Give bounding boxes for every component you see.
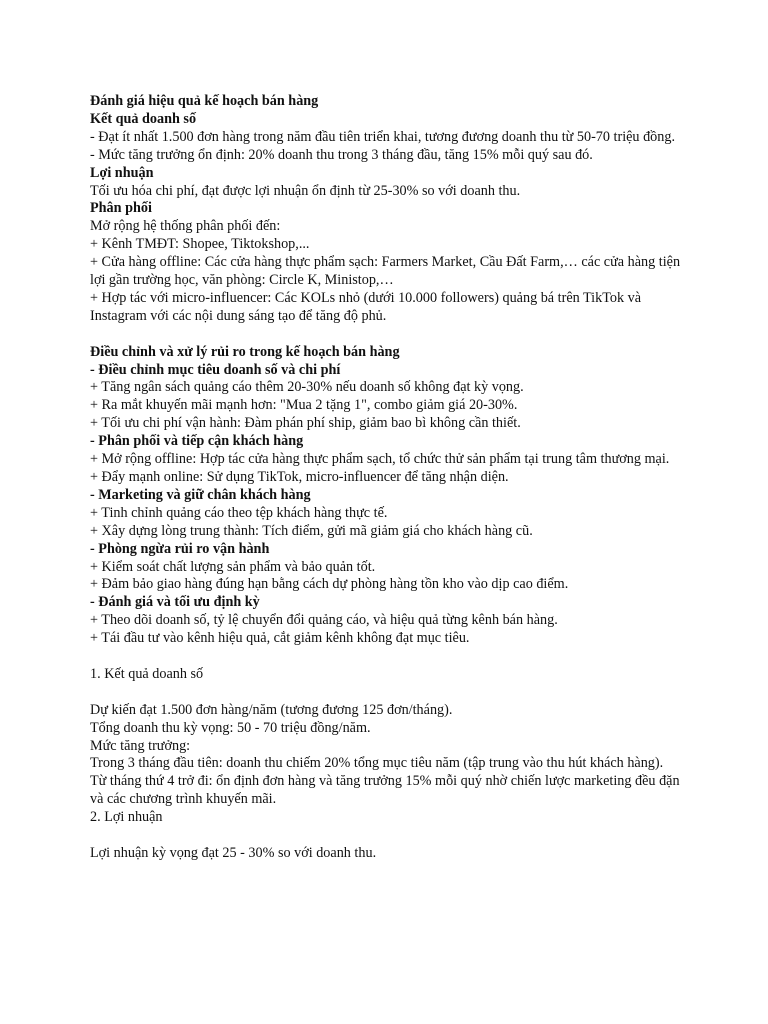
risk-item: + Mở rộng offline: Hợp tác cửa hàng thực phẩm sạch, tổ chức thử sản phẩm tại trung tâm thương mại. <box>90 451 670 468</box>
distribution-intro: Mở rộng hệ thống phân phối đến: <box>90 218 281 235</box>
detail-section-1-title: 1. Kết quả doanh số <box>90 665 204 682</box>
risk-item: + Đẩy mạnh online: Sử dụng TikTok, micro-influencer để tăng nhận diện. <box>90 469 509 486</box>
blank-line <box>90 827 690 845</box>
detail-paragraph: Dự kiến đạt 1.500 đơn hàng/năm (tương đương 125 đơn/tháng). <box>90 701 453 718</box>
detail-paragraph: Mức tăng trưởng: <box>90 737 191 754</box>
risk-section-heading: - Điều chỉnh mục tiêu doanh số và chi phí <box>90 361 341 378</box>
detail-paragraph: Lợi nhuận kỳ vọng đạt 25 - 30% so với doanh thu. <box>90 845 377 861</box>
risk-item: + Xây dựng lòng trung thành: Tích điểm, gửi mã giảm giá cho khách hàng cũ. <box>90 522 533 539</box>
risk-section-heading: - Phòng ngừa rủi ro vận hành <box>90 540 270 557</box>
distribution-heading: Phân phối <box>90 200 152 217</box>
risk-section-heading: - Phân phối và tiếp cận khách hàng <box>90 433 304 450</box>
risk-item: + Ra mắt khuyến mãi mạnh hơn: "Mua 2 tặng 1", combo giảm giá 20-30%. <box>90 397 518 414</box>
detail-section-2-title: 2. Lợi nhuận <box>90 809 163 826</box>
risk-section-heading: - Marketing và giữ chân khách hàng <box>90 486 311 503</box>
detail-paragraph: Từ tháng thứ 4 trở đi: ổn định đơn hàng và tăng trưởng 15% mỗi quý nhờ chiến lược marketing đều đặn và các chương trình khuyến mãi. <box>90 773 680 808</box>
sales-heading: Kết quả doanh số <box>90 110 197 127</box>
blank-line <box>90 684 690 702</box>
sales-paragraph-2: - Mức tăng trưởng ổn định: 20% doanh thu trong 3 tháng đầu, tăng 15% mỗi quý sau đó. <box>90 146 593 163</box>
detail-paragraph: Tổng doanh thu kỳ vọng: 50 - 70 triệu đồng/năm. <box>90 719 371 736</box>
profit-paragraph: Tối ưu hóa chi phí, đạt được lợi nhuận ổn định từ 25-30% so với doanh thu. <box>90 182 521 199</box>
risk-item: + Tăng ngân sách quảng cáo thêm 20-30% nếu doanh số không đạt kỳ vọng. <box>90 379 524 396</box>
risk-section-heading: - Đánh giá và tối ưu định kỳ <box>90 594 260 611</box>
risk-item: + Theo dõi doanh số, tỷ lệ chuyển đổi quảng cáo, và hiệu quả từng kênh bán hàng. <box>90 612 558 629</box>
risk-item: + Kiểm soát chất lượng sản phẩm và bảo quản tốt. <box>90 558 376 575</box>
blank-line <box>90 326 690 344</box>
blank-line <box>90 648 690 666</box>
profit-heading: Lợi nhuận <box>90 164 154 181</box>
document-page <box>90 93 690 863</box>
risk-item: + Tinh chỉnh quảng cáo theo tệp khách hàng thực tế. <box>90 504 388 521</box>
risk-item: + Đảm bảo giao hàng đúng hạn bằng cách dự phòng hàng tồn kho vào dịp cao điểm. <box>90 576 569 593</box>
sales-paragraph-1: - Đạt ít nhất 1.500 đơn hàng trong năm đầu tiên triển khai, tương đương doanh thu từ 50-70 triệu đồng. <box>90 128 675 145</box>
distribution-item-offline: + Cửa hàng offline: Các cửa hàng thực phẩm sạch: Farmers Market, Cầu Đất Farm,… các cửa hàng tiện lợi gần trường học, văn phòng: Circle K, Ministop,… <box>90 254 681 289</box>
detail-paragraph: Trong 3 tháng đầu tiên: doanh thu chiếm 20% tổng mục tiêu năm (tập trung vào thu hút khách hàng). <box>90 755 664 772</box>
risk-item: + Tái đầu tư vào kênh hiệu quả, cắt giảm kênh không đạt mục tiêu. <box>90 630 470 647</box>
risk-item: + Tối ưu chi phí vận hành: Đàm phán phí ship, giảm bao bì không cần thiết. <box>90 415 521 432</box>
risk-title: Điều chỉnh và xử lý rủi ro trong kế hoạch bán hàng <box>90 343 400 360</box>
plan-title: Đánh giá hiệu quả kế hoạch bán hàng <box>90 93 319 109</box>
distribution-item-influencer: + Hợp tác với micro-influencer: Các KOLs nhỏ (dưới 10.000 followers) quảng bá trên TikTok và Instagram với các nội dung sáng tạo để tăng độ phủ. <box>90 289 641 324</box>
distribution-item-ecommerce: + Kênh TMĐT: Shopee, Tiktokshop,... <box>90 236 310 253</box>
